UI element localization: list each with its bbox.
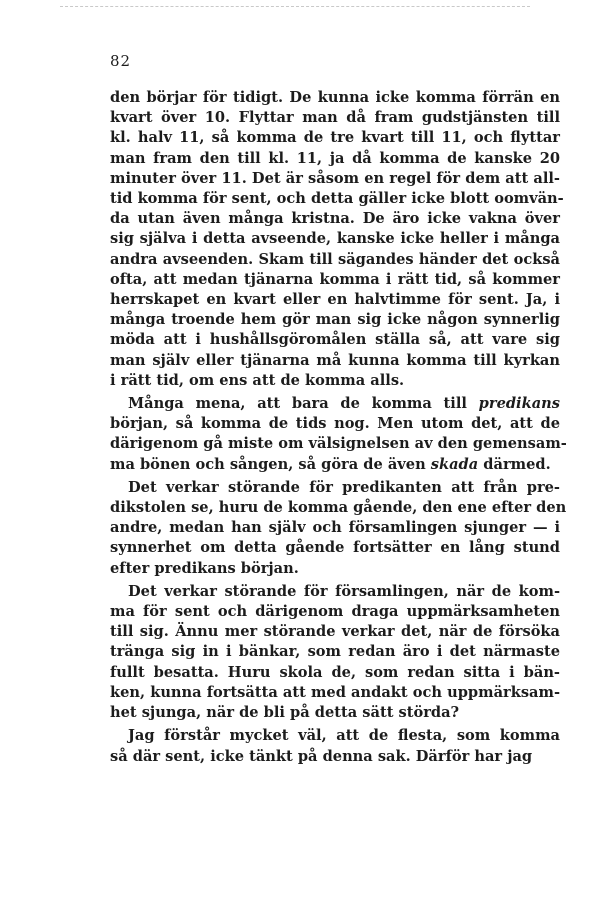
text-line: andra avseenden. Skam till sägandes händer det också xyxy=(110,250,560,268)
text-line: ken, kunna fortsätta att med andakt och uppmärksam- xyxy=(110,683,560,701)
text-line: Det verkar störande för predikanten att från pre- xyxy=(128,478,560,496)
text-line: synnerhet om detta gående fortsätter en lång stund xyxy=(110,539,560,557)
page-body xyxy=(110,88,567,767)
emphasis: skada xyxy=(430,455,479,473)
paragraph xyxy=(110,726,560,766)
text-line: Många mena, att bara de komma till predikans xyxy=(128,395,560,413)
text-line: fullt besatta. Huru skola de, som redan sitta i bän- xyxy=(110,663,560,681)
scan-edge-line xyxy=(60,6,530,7)
text-line: minuter över 11. Det är såsom en regel för dem att all- xyxy=(110,169,560,187)
text-line: början, så komma de tids nog. Men utom det, att de xyxy=(110,415,560,433)
emphasis: predikans xyxy=(478,395,560,413)
text-line: Jag förstår mycket väl, att de flesta, som komma xyxy=(128,727,560,745)
paragraph xyxy=(110,582,560,723)
text-line: kl. halv 11, så komma de tre kvart till 11, och flyttar xyxy=(110,129,560,147)
text-line: kvart över 10. Flyttar man då fram gudstjänsten till xyxy=(110,109,560,127)
text-line: dikstolen se, huru de komma gående, den ene efter den xyxy=(110,499,567,517)
text-line: därigenom gå miste om välsignelsen av den gemensam- xyxy=(110,435,567,453)
text-line: het sjunga, när de bli på detta sätt störda? xyxy=(110,704,460,722)
paragraph xyxy=(110,88,564,391)
text-line: man fram den till kl. 11, ja då komma de kanske 20 xyxy=(110,149,560,167)
text-line: så där sent, icke tänkt på denna sak. Därför har jag xyxy=(110,747,533,765)
text-line: herrskapet en kvart eller en halvtimme för sent. Ja, i xyxy=(110,291,560,309)
text-line: möda att i hushållsgöromålen ställa så, att vare sig xyxy=(110,331,560,349)
text-line: ofta, att medan tjänarna komma i rätt tid, så kommer xyxy=(110,270,560,288)
text-line: man själv eller tjänarna må kunna komma till kyrkan xyxy=(110,351,560,369)
text-line: till sig. Ännu mer störande verkar det, när de försöka xyxy=(110,623,560,641)
text-line: tränga sig in i bänkar, som redan äro i det närmaste xyxy=(110,643,560,661)
text-line: i rätt tid, om ens att de komma alls. xyxy=(110,371,405,389)
text-line: många troende hem gör man sig icke någon synnerlig xyxy=(110,311,560,329)
text-line: efter predikans början. xyxy=(110,559,299,577)
text-line: den börjar för tidigt. De kunna icke komma förrän en xyxy=(110,89,560,106)
text-line: andre, medan han själv och församlingen sjunger — i xyxy=(110,519,560,537)
text-line: tid komma för sent, och detta gäller icke blott oomvän- xyxy=(110,190,564,208)
text-line: Det verkar störande för församlingen, när de kom- xyxy=(128,582,560,600)
text-line: ma bönen och sången, så göra de även skada därmed. xyxy=(110,455,551,473)
paragraph xyxy=(110,478,567,579)
text-line: da utan även många kristna. De äro icke vakna över xyxy=(110,210,560,228)
text-line: sig själva i detta avseende, kanske icke heller i många xyxy=(110,230,560,248)
paragraph xyxy=(110,394,567,475)
page-number: 82 xyxy=(110,52,132,70)
text-line: ma för sent och därigenom draga uppmärksamheten xyxy=(110,603,560,621)
